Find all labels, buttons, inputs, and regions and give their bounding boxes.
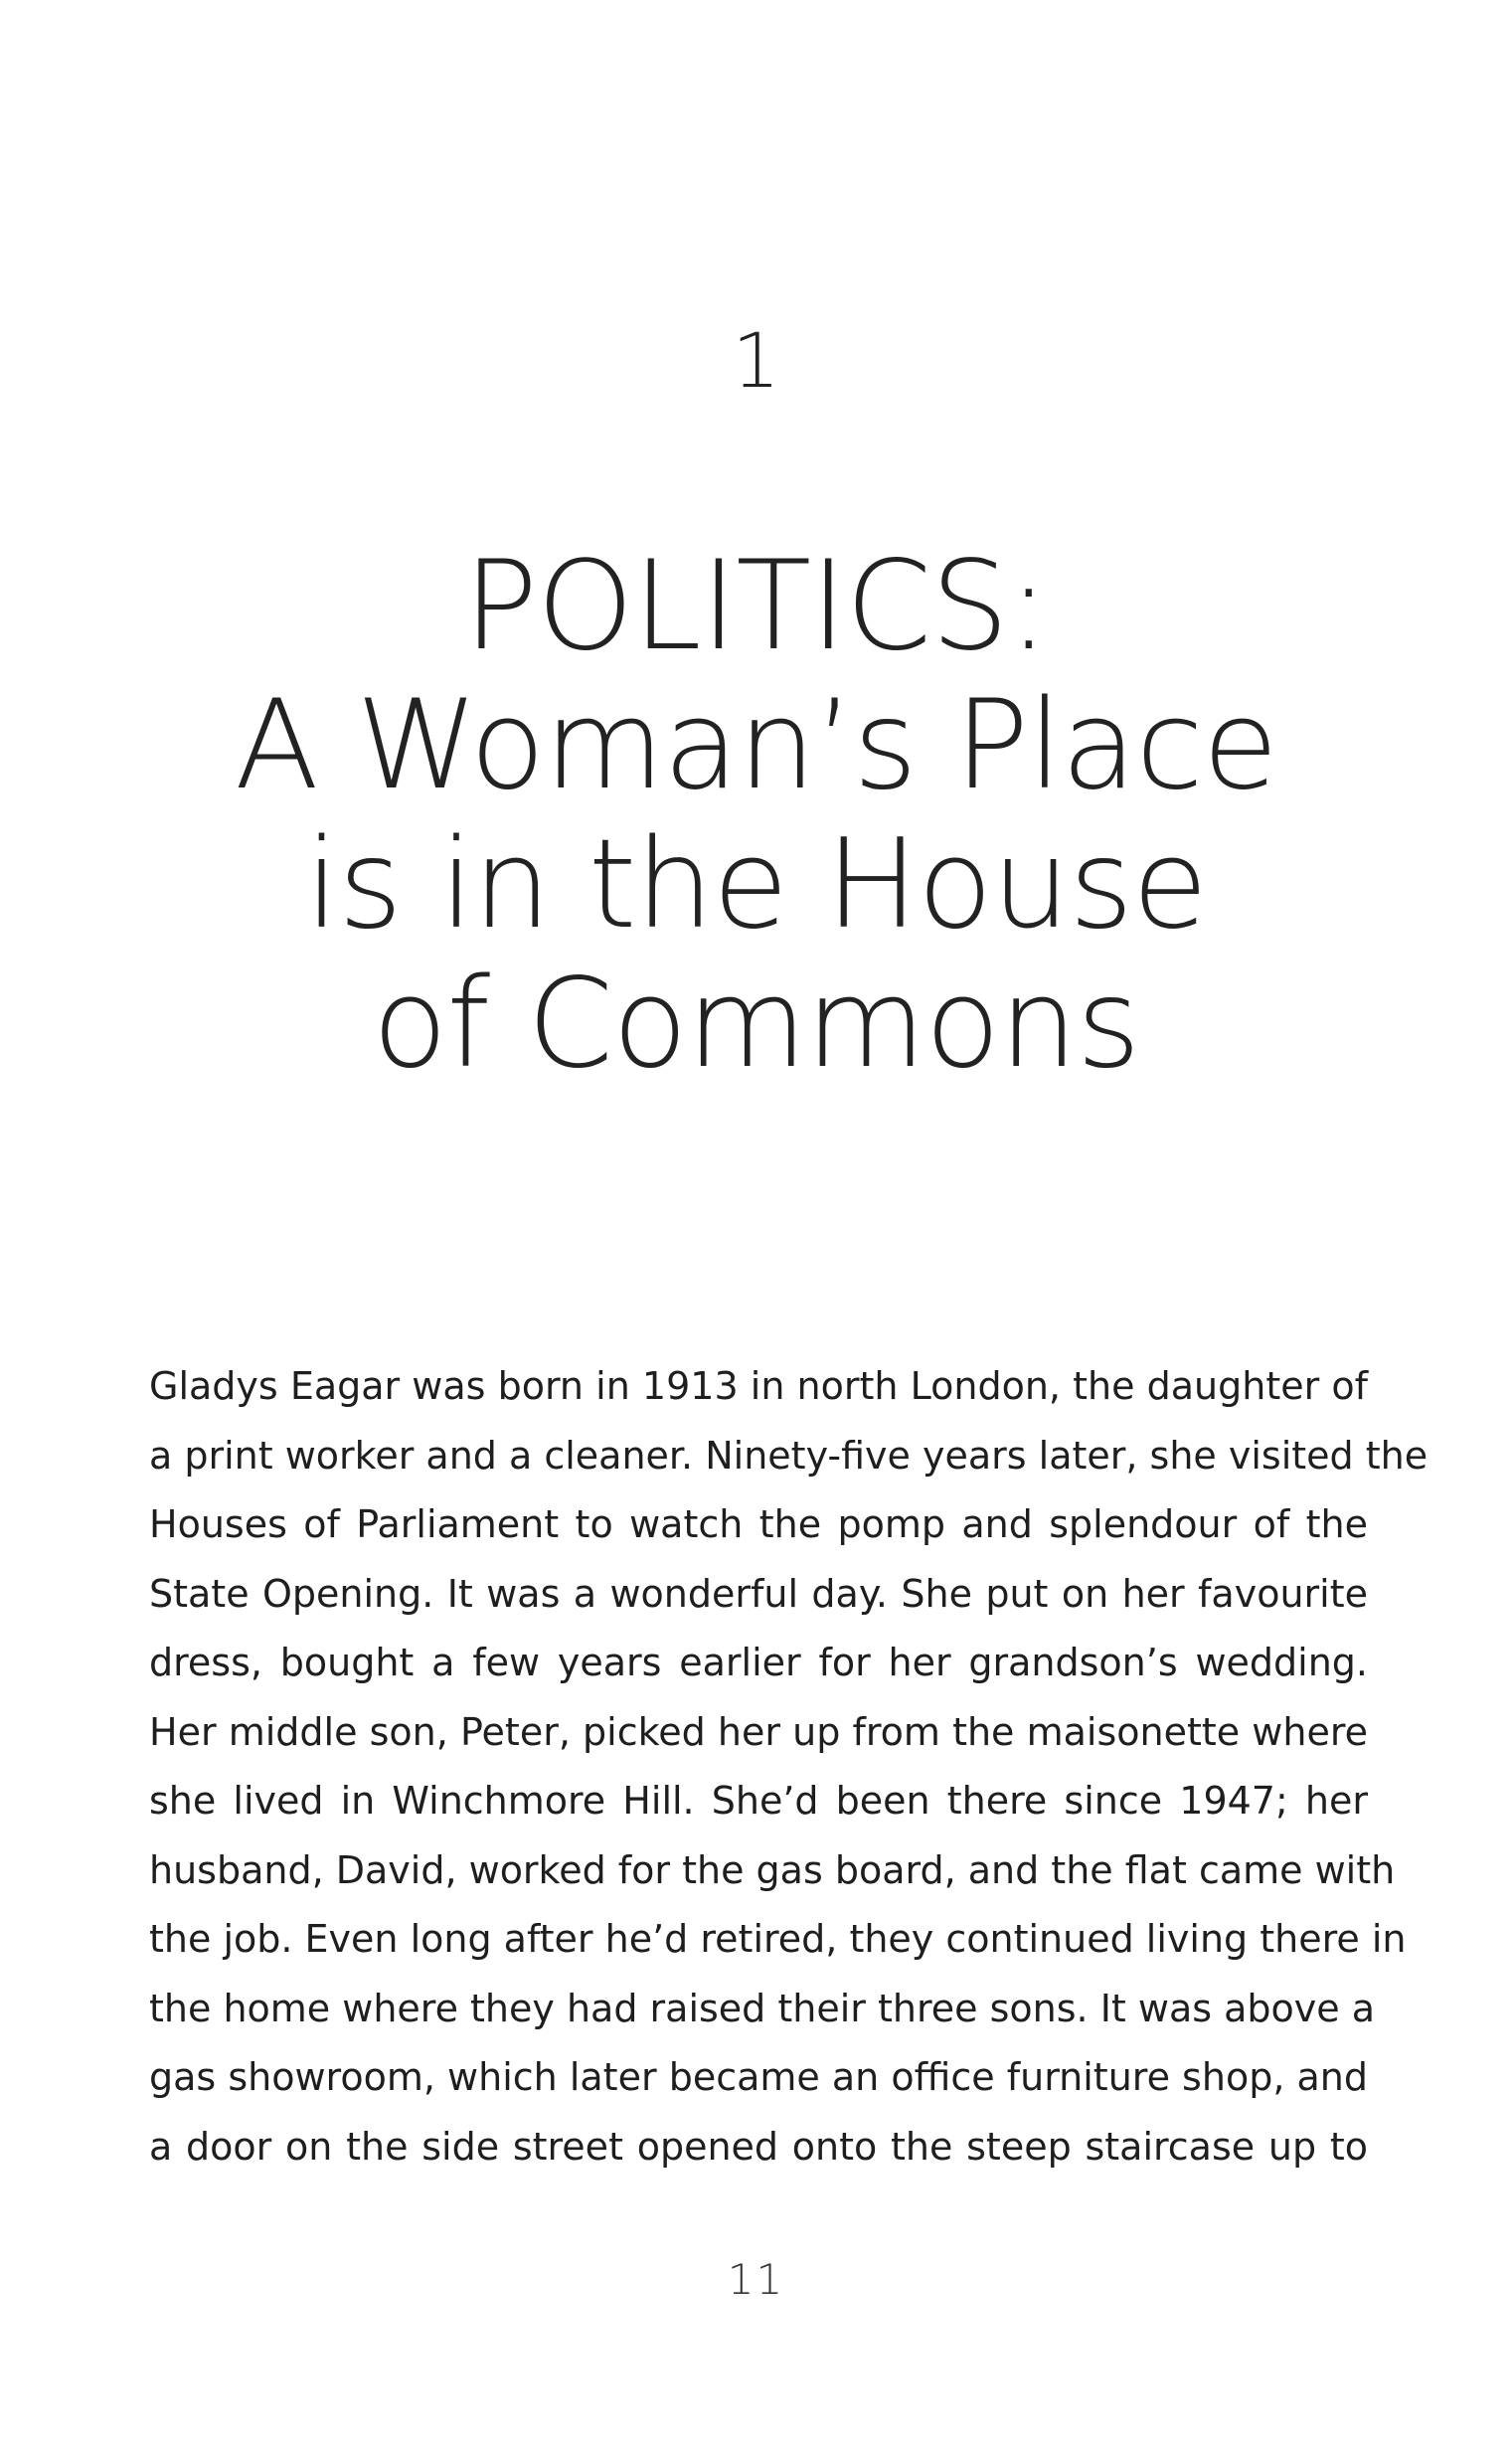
body-line: Houses of Parliament to watch the pomp and splendour of the [149, 1502, 1368, 1546]
chapter-title-line: of Commons [372, 953, 1140, 1096]
body-line: she lived in Winchmore Hill. She’d been there since 1947; her [149, 1779, 1368, 1823]
body-line: husband, David, worked for the gas board, and the flat came with [149, 1847, 1396, 1892]
body-line: a print worker and a cleaner. Ninety-five years later, she visited the [149, 1433, 1428, 1478]
body-line: a door on the side street opened onto the steep staircase up to [149, 2124, 1368, 2169]
body-line: Her middle son, Peter, picked her up from the maisonette where [149, 1709, 1368, 1754]
page-number: 11 [727, 2255, 785, 2304]
chapter-number: 1 [732, 316, 780, 405]
chapter-title-line: A Woman’s Place [235, 674, 1277, 817]
body-paragraph [149, 1352, 1428, 2181]
body-line: the home where they had raised their three sons. It was above a [149, 1986, 1376, 2030]
body-line: dress, bought a few years earlier for her grandson’s wedding. [149, 1641, 1368, 1684]
body-line: gas showroom, which later became an office furniture shop, and [149, 2055, 1368, 2099]
chapter-title [0, 537, 1512, 1094]
chapter-title-line: POLITICS: [463, 535, 1049, 678]
chapter-title-line: is in the House [304, 813, 1208, 957]
body-line: the job. Even long after he’d retired, they continued living there in [149, 1917, 1407, 1961]
body-line: Gladys Eagar was born in 1913 in north London, the daughter of [149, 1364, 1368, 1408]
body-line: State Opening. It was a wonderful day. She put on her favourite [149, 1571, 1368, 1616]
